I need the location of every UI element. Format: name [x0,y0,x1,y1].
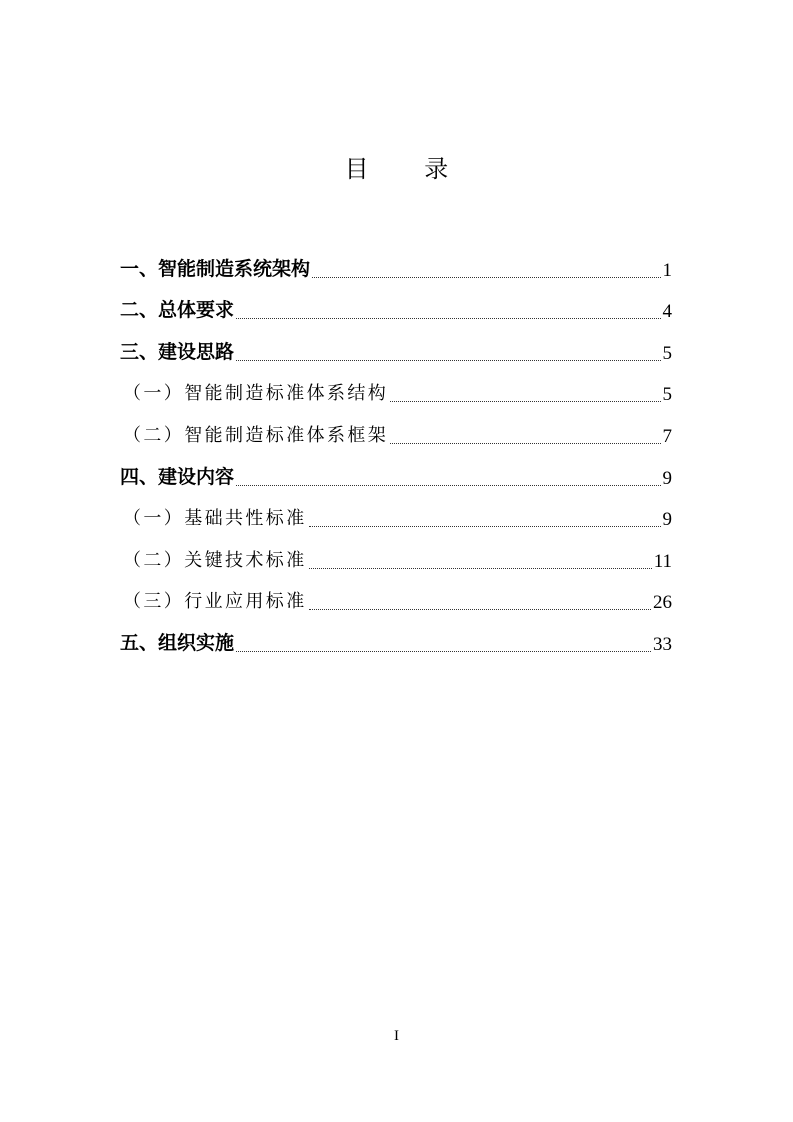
toc-subentry[interactable] [120,374,672,416]
toc-entry-page: 33 [653,633,672,655]
toc-entry-page: 5 [662,342,672,364]
toc-subentry-page: 5 [662,384,672,406]
toc-entry-label: 一、智能制造系统架构 [120,257,311,280]
toc-dot-leader [309,525,661,527]
toc-dot-leader [390,442,660,444]
toc-subentry-label: （一）基础共性标准 [123,508,307,530]
toc-subentry[interactable] [120,540,672,582]
toc-subentry-page: 7 [662,425,672,447]
toc-dot-leader [236,484,660,486]
toc-dot-leader [312,276,660,278]
toc-subentry-page: 9 [662,509,672,531]
toc-subentry[interactable] [120,415,672,457]
toc-dot-leader [309,567,652,569]
toc-subentry-label: （二）关键技术标准 [123,549,307,571]
toc-subentry-page: 11 [653,550,672,572]
toc-subentry[interactable] [120,582,672,624]
toc-dot-leader [309,608,651,610]
toc-subentry-label: （三）行业应用标准 [123,591,307,613]
toc-entry-label: 二、总体要求 [120,299,235,322]
toc-entry-page: 4 [662,301,672,323]
toc-entry[interactable] [120,332,672,374]
toc-dot-leader [236,317,660,319]
page-title: 目 录 [344,155,473,183]
toc-entry-label: 五、组织实施 [120,631,235,654]
page-number: I [394,1028,399,1044]
toc-entry-page: 1 [662,259,672,281]
toc-dot-leader [236,650,651,652]
toc-dot-leader [390,400,660,402]
toc-entry[interactable] [120,249,672,291]
toc-subentry-label: （二）智能制造标准体系框架 [123,424,389,446]
toc-entry[interactable] [120,291,672,333]
toc-dot-leader [236,359,660,361]
toc-subentry-label: （一）智能制造标准体系结构 [123,383,389,405]
toc-entry[interactable] [120,457,672,499]
toc-entry-label: 三、建设思路 [120,340,235,363]
toc-entry-label: 四、建设内容 [120,465,235,488]
toc-subentry-page: 26 [653,592,672,614]
toc-list [120,249,672,665]
toc-entry[interactable] [120,623,672,665]
toc-entry-page: 9 [662,467,672,489]
toc-subentry[interactable] [120,499,672,541]
